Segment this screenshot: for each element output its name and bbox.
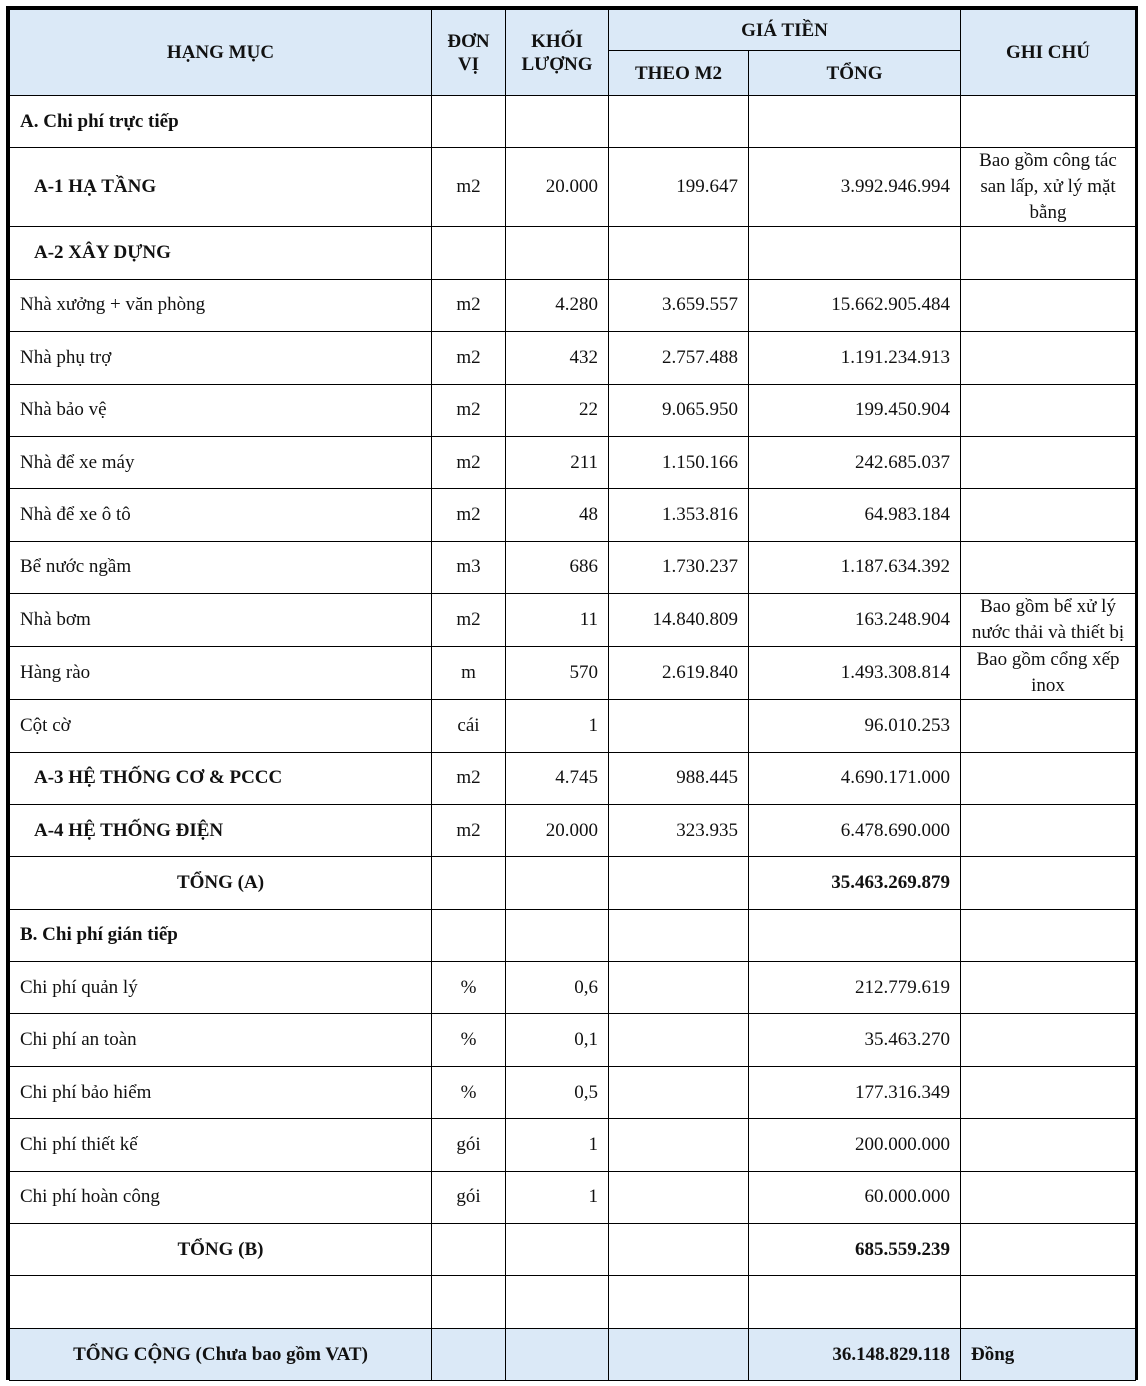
table-row	[10, 700, 1136, 752]
cell-don-vi	[432, 1276, 506, 1328]
table-body	[10, 96, 1136, 1381]
table-row	[10, 804, 1136, 856]
cell-tong: 4.690.171.000	[749, 752, 961, 804]
table-row	[10, 594, 1136, 647]
cell-khoi-luong: 1	[506, 1171, 609, 1223]
cell-don-vi	[432, 909, 506, 961]
cell-khoi-luong: 0,1	[506, 1014, 609, 1066]
cell-ghi-chu	[961, 1119, 1136, 1171]
cell-tong: 96.010.253	[749, 700, 961, 752]
header-theo-m2: THEO M2	[609, 51, 749, 96]
cell-khoi-luong: 211	[506, 436, 609, 488]
cell-khoi-luong: 1	[506, 700, 609, 752]
cell-hang-muc: Cột cờ	[10, 700, 432, 752]
header-don-vi: ĐƠN VỊ	[432, 10, 506, 96]
cell-khoi-luong	[506, 1276, 609, 1328]
header-hang-muc: HẠNG MỤC	[10, 10, 432, 96]
cell-don-vi: m2	[432, 279, 506, 331]
cell-don-vi: gói	[432, 1119, 506, 1171]
cell-ghi-chu	[961, 1276, 1136, 1328]
cell-khoi-luong: 0,6	[506, 962, 609, 1014]
cell-hang-muc: Nhà phụ trợ	[10, 332, 432, 384]
header-tong: TỔNG	[749, 51, 961, 96]
cost-estimate-sheet	[6, 6, 1138, 1380]
cell-tong: 36.148.829.118	[749, 1328, 961, 1380]
cell-theo-m2: 199.647	[609, 148, 749, 227]
cell-theo-m2	[609, 909, 749, 961]
cell-theo-m2	[609, 1014, 749, 1066]
cell-theo-m2: 9.065.950	[609, 384, 749, 436]
cell-don-vi: %	[432, 1014, 506, 1066]
table-header	[10, 10, 1136, 96]
cell-theo-m2: 1.730.237	[609, 541, 749, 593]
cell-hang-muc: Chi phí an toàn	[10, 1014, 432, 1066]
cell-ghi-chu	[961, 700, 1136, 752]
cell-ghi-chu	[961, 1014, 1136, 1066]
cell-tong: 60.000.000	[749, 1171, 961, 1223]
cell-theo-m2	[609, 96, 749, 148]
cell-khoi-luong	[506, 909, 609, 961]
cell-khoi-luong: 1	[506, 1119, 609, 1171]
cell-ghi-chu	[961, 96, 1136, 148]
cell-hang-muc: Chi phí quản lý	[10, 962, 432, 1014]
cell-theo-m2: 988.445	[609, 752, 749, 804]
cell-don-vi: gói	[432, 1171, 506, 1223]
cell-don-vi: m2	[432, 752, 506, 804]
cell-tong: 35.463.269.879	[749, 857, 961, 909]
cell-don-vi: m2	[432, 436, 506, 488]
cell-ghi-chu	[961, 857, 1136, 909]
table-row	[10, 436, 1136, 488]
cell-khoi-luong: 0,5	[506, 1066, 609, 1118]
cell-ghi-chu	[961, 1066, 1136, 1118]
table-row	[10, 1276, 1136, 1328]
cell-ghi-chu	[961, 541, 1136, 593]
cell-khoi-luong: 20.000	[506, 804, 609, 856]
cell-don-vi: m2	[432, 489, 506, 541]
cell-tong: 1.493.308.814	[749, 647, 961, 700]
cell-ghi-chu: Bao gồm công tác san lấp, xử lý mặt bằng	[961, 148, 1136, 227]
cell-hang-muc: A. Chi phí trực tiếp	[10, 96, 432, 148]
cell-don-vi: m2	[432, 332, 506, 384]
header-gia-tien: GIÁ TIỀN	[609, 10, 961, 51]
table-row	[10, 909, 1136, 961]
cell-ghi-chu	[961, 962, 1136, 1014]
table-row	[10, 384, 1136, 436]
cell-ghi-chu	[961, 1171, 1136, 1223]
cell-ghi-chu	[961, 752, 1136, 804]
cell-hang-muc: A-3 HỆ THỐNG CƠ & PCCC	[10, 752, 432, 804]
cell-hang-muc: TỔNG (B)	[10, 1224, 432, 1276]
cell-theo-m2	[609, 962, 749, 1014]
cell-theo-m2: 2.619.840	[609, 647, 749, 700]
cell-khoi-luong	[506, 857, 609, 909]
cell-khoi-luong: 570	[506, 647, 609, 700]
cell-ghi-chu	[961, 227, 1136, 279]
cell-tong	[749, 1276, 961, 1328]
cell-don-vi: m2	[432, 804, 506, 856]
cell-ghi-chu	[961, 332, 1136, 384]
cell-theo-m2: 1.150.166	[609, 436, 749, 488]
table-row	[10, 227, 1136, 279]
cell-hang-muc: Nhà bơm	[10, 594, 432, 647]
cell-ghi-chu: Đồng	[961, 1328, 1136, 1380]
cell-don-vi: cái	[432, 700, 506, 752]
cell-hang-muc: Chi phí bảo hiểm	[10, 1066, 432, 1118]
cell-tong: 15.662.905.484	[749, 279, 961, 331]
cell-hang-muc: B. Chi phí gián tiếp	[10, 909, 432, 961]
cell-hang-muc	[10, 1276, 432, 1328]
cell-don-vi: m	[432, 647, 506, 700]
cell-hang-muc: Hàng rào	[10, 647, 432, 700]
cell-khoi-luong: 20.000	[506, 148, 609, 227]
cell-theo-m2	[609, 1119, 749, 1171]
table-row	[10, 752, 1136, 804]
cell-don-vi: %	[432, 1066, 506, 1118]
cell-khoi-luong	[506, 1224, 609, 1276]
cell-theo-m2: 323.935	[609, 804, 749, 856]
cell-hang-muc: Nhà để xe máy	[10, 436, 432, 488]
table-row	[10, 279, 1136, 331]
table-row	[10, 647, 1136, 700]
cell-tong: 1.187.634.392	[749, 541, 961, 593]
cell-tong: 177.316.349	[749, 1066, 961, 1118]
cell-theo-m2	[609, 1224, 749, 1276]
cell-don-vi	[432, 1328, 506, 1380]
cell-don-vi: m2	[432, 148, 506, 227]
cell-hang-muc: A-2 XÂY DỰNG	[10, 227, 432, 279]
header-ghi-chu: GHI CHÚ	[961, 10, 1136, 96]
cell-khoi-luong: 22	[506, 384, 609, 436]
cell-theo-m2	[609, 227, 749, 279]
cost-table	[9, 9, 1136, 1381]
cell-khoi-luong	[506, 227, 609, 279]
cell-hang-muc: A-1 HẠ TẦNG	[10, 148, 432, 227]
table-row	[10, 332, 1136, 384]
cell-ghi-chu: Bao gồm bể xử lý nước thải và thiết bị	[961, 594, 1136, 647]
cell-tong: 242.685.037	[749, 436, 961, 488]
header-khoi-luong: KHỐI LƯỢNG	[506, 10, 609, 96]
cell-theo-m2	[609, 700, 749, 752]
table-row	[10, 1171, 1136, 1223]
table-row	[10, 1014, 1136, 1066]
cell-khoi-luong: 432	[506, 332, 609, 384]
cell-theo-m2: 14.840.809	[609, 594, 749, 647]
cell-hang-muc: Nhà xưởng + văn phòng	[10, 279, 432, 331]
cell-tong: 6.478.690.000	[749, 804, 961, 856]
cell-tong: 212.779.619	[749, 962, 961, 1014]
cell-don-vi	[432, 1224, 506, 1276]
cell-don-vi: %	[432, 962, 506, 1014]
cell-khoi-luong	[506, 96, 609, 148]
cell-tong: 35.463.270	[749, 1014, 961, 1066]
cell-khoi-luong: 4.745	[506, 752, 609, 804]
cell-ghi-chu	[961, 489, 1136, 541]
cell-khoi-luong	[506, 1328, 609, 1380]
cell-ghi-chu	[961, 909, 1136, 961]
cell-don-vi: m2	[432, 384, 506, 436]
cell-khoi-luong: 11	[506, 594, 609, 647]
cell-tong: 1.191.234.913	[749, 332, 961, 384]
cell-hang-muc: Nhà bảo vệ	[10, 384, 432, 436]
cell-ghi-chu	[961, 279, 1136, 331]
cell-ghi-chu	[961, 804, 1136, 856]
cell-hang-muc: TỔNG CỘNG (Chưa bao gồm VAT)	[10, 1328, 432, 1380]
table-row	[10, 541, 1136, 593]
cell-tong: 163.248.904	[749, 594, 961, 647]
cell-don-vi	[432, 227, 506, 279]
cell-ghi-chu	[961, 1224, 1136, 1276]
cell-theo-m2	[609, 1171, 749, 1223]
cell-don-vi: m3	[432, 541, 506, 593]
cell-tong	[749, 96, 961, 148]
table-row	[10, 857, 1136, 909]
cell-khoi-luong: 48	[506, 489, 609, 541]
cell-theo-m2: 2.757.488	[609, 332, 749, 384]
cell-hang-muc: Chi phí thiết kế	[10, 1119, 432, 1171]
table-row	[10, 962, 1136, 1014]
cell-ghi-chu: Bao gồm cổng xếp inox	[961, 647, 1136, 700]
cell-hang-muc: Nhà để xe ô tô	[10, 489, 432, 541]
table-row	[10, 1328, 1136, 1380]
table-row	[10, 96, 1136, 148]
cell-tong: 64.983.184	[749, 489, 961, 541]
table-row	[10, 1224, 1136, 1276]
cell-hang-muc: Bể nước ngầm	[10, 541, 432, 593]
cell-theo-m2: 1.353.816	[609, 489, 749, 541]
cell-don-vi	[432, 857, 506, 909]
cell-tong	[749, 227, 961, 279]
cell-hang-muc: Chi phí hoàn công	[10, 1171, 432, 1223]
cell-don-vi: m2	[432, 594, 506, 647]
table-row	[10, 148, 1136, 227]
table-row	[10, 489, 1136, 541]
cell-theo-m2	[609, 1276, 749, 1328]
cell-don-vi	[432, 96, 506, 148]
cell-hang-muc: A-4 HỆ THỐNG ĐIỆN	[10, 804, 432, 856]
cell-hang-muc: TỔNG (A)	[10, 857, 432, 909]
cell-tong: 200.000.000	[749, 1119, 961, 1171]
cell-theo-m2	[609, 857, 749, 909]
table-row	[10, 1119, 1136, 1171]
cell-theo-m2: 3.659.557	[609, 279, 749, 331]
table-row	[10, 1066, 1136, 1118]
cell-theo-m2	[609, 1328, 749, 1380]
cell-khoi-luong: 4.280	[506, 279, 609, 331]
cell-khoi-luong: 686	[506, 541, 609, 593]
cell-ghi-chu	[961, 384, 1136, 436]
cell-tong: 199.450.904	[749, 384, 961, 436]
cell-theo-m2	[609, 1066, 749, 1118]
cell-tong	[749, 909, 961, 961]
cell-ghi-chu	[961, 436, 1136, 488]
cell-tong: 685.559.239	[749, 1224, 961, 1276]
cell-tong: 3.992.946.994	[749, 148, 961, 227]
